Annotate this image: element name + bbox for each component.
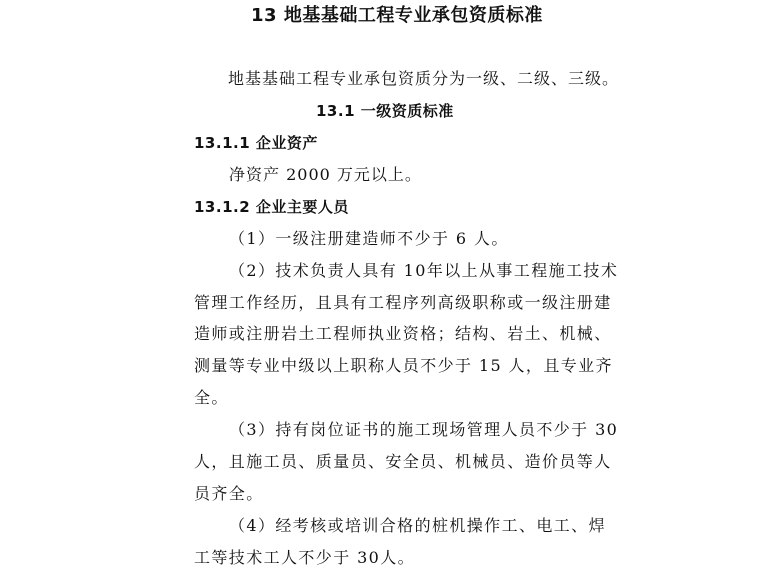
- clause-heading-personnel: 13.1.2 企业主要人员: [194, 198, 349, 216]
- chapter-title: 13 地基基础工程专业承包资质标准: [251, 5, 543, 26]
- personnel-item-3-line-3: 员齐全。: [194, 484, 264, 503]
- clause-text-net-assets: 净资产 2000 万元以上。: [229, 165, 422, 184]
- section-title: 13.1 一级资质标准: [316, 102, 454, 120]
- personnel-item-2-line-3: 造师或注册岩土工程师执业资格；结构、岩土、机械、: [194, 324, 612, 343]
- personnel-item-1: （1）一级注册建造师不少于 6 人。: [229, 229, 509, 248]
- personnel-item-2-line-4: 测量等专业中级以上职称人员不少于 15 人，且专业齐: [194, 356, 613, 375]
- personnel-item-2-line-5: 全。: [194, 388, 229, 407]
- personnel-item-3-line-1: （3）持有岗位证书的施工现场管理人员不少于 30: [229, 420, 619, 439]
- personnel-item-4-line-2: 工等技术工人不少于 30人。: [194, 548, 416, 567]
- personnel-item-3-line-2: 人，且施工员、质量员、安全员、机械员、造价员等人: [194, 452, 612, 471]
- clause-heading-assets: 13.1.1 企业资产: [194, 134, 318, 152]
- personnel-item-4-line-1: （4）经考核或培训合格的桩机操作工、电工、焊: [229, 516, 606, 535]
- chapter-intro: 地基基础工程专业承包资质分为一级、二级、三级。: [228, 69, 620, 88]
- personnel-item-2-line-2: 管理工作经历，且具有工程序列高级职称或一级注册建: [194, 293, 612, 312]
- personnel-item-2-line-1: （2）技术负责人具有 10年以上从事工程施工技术: [229, 261, 619, 280]
